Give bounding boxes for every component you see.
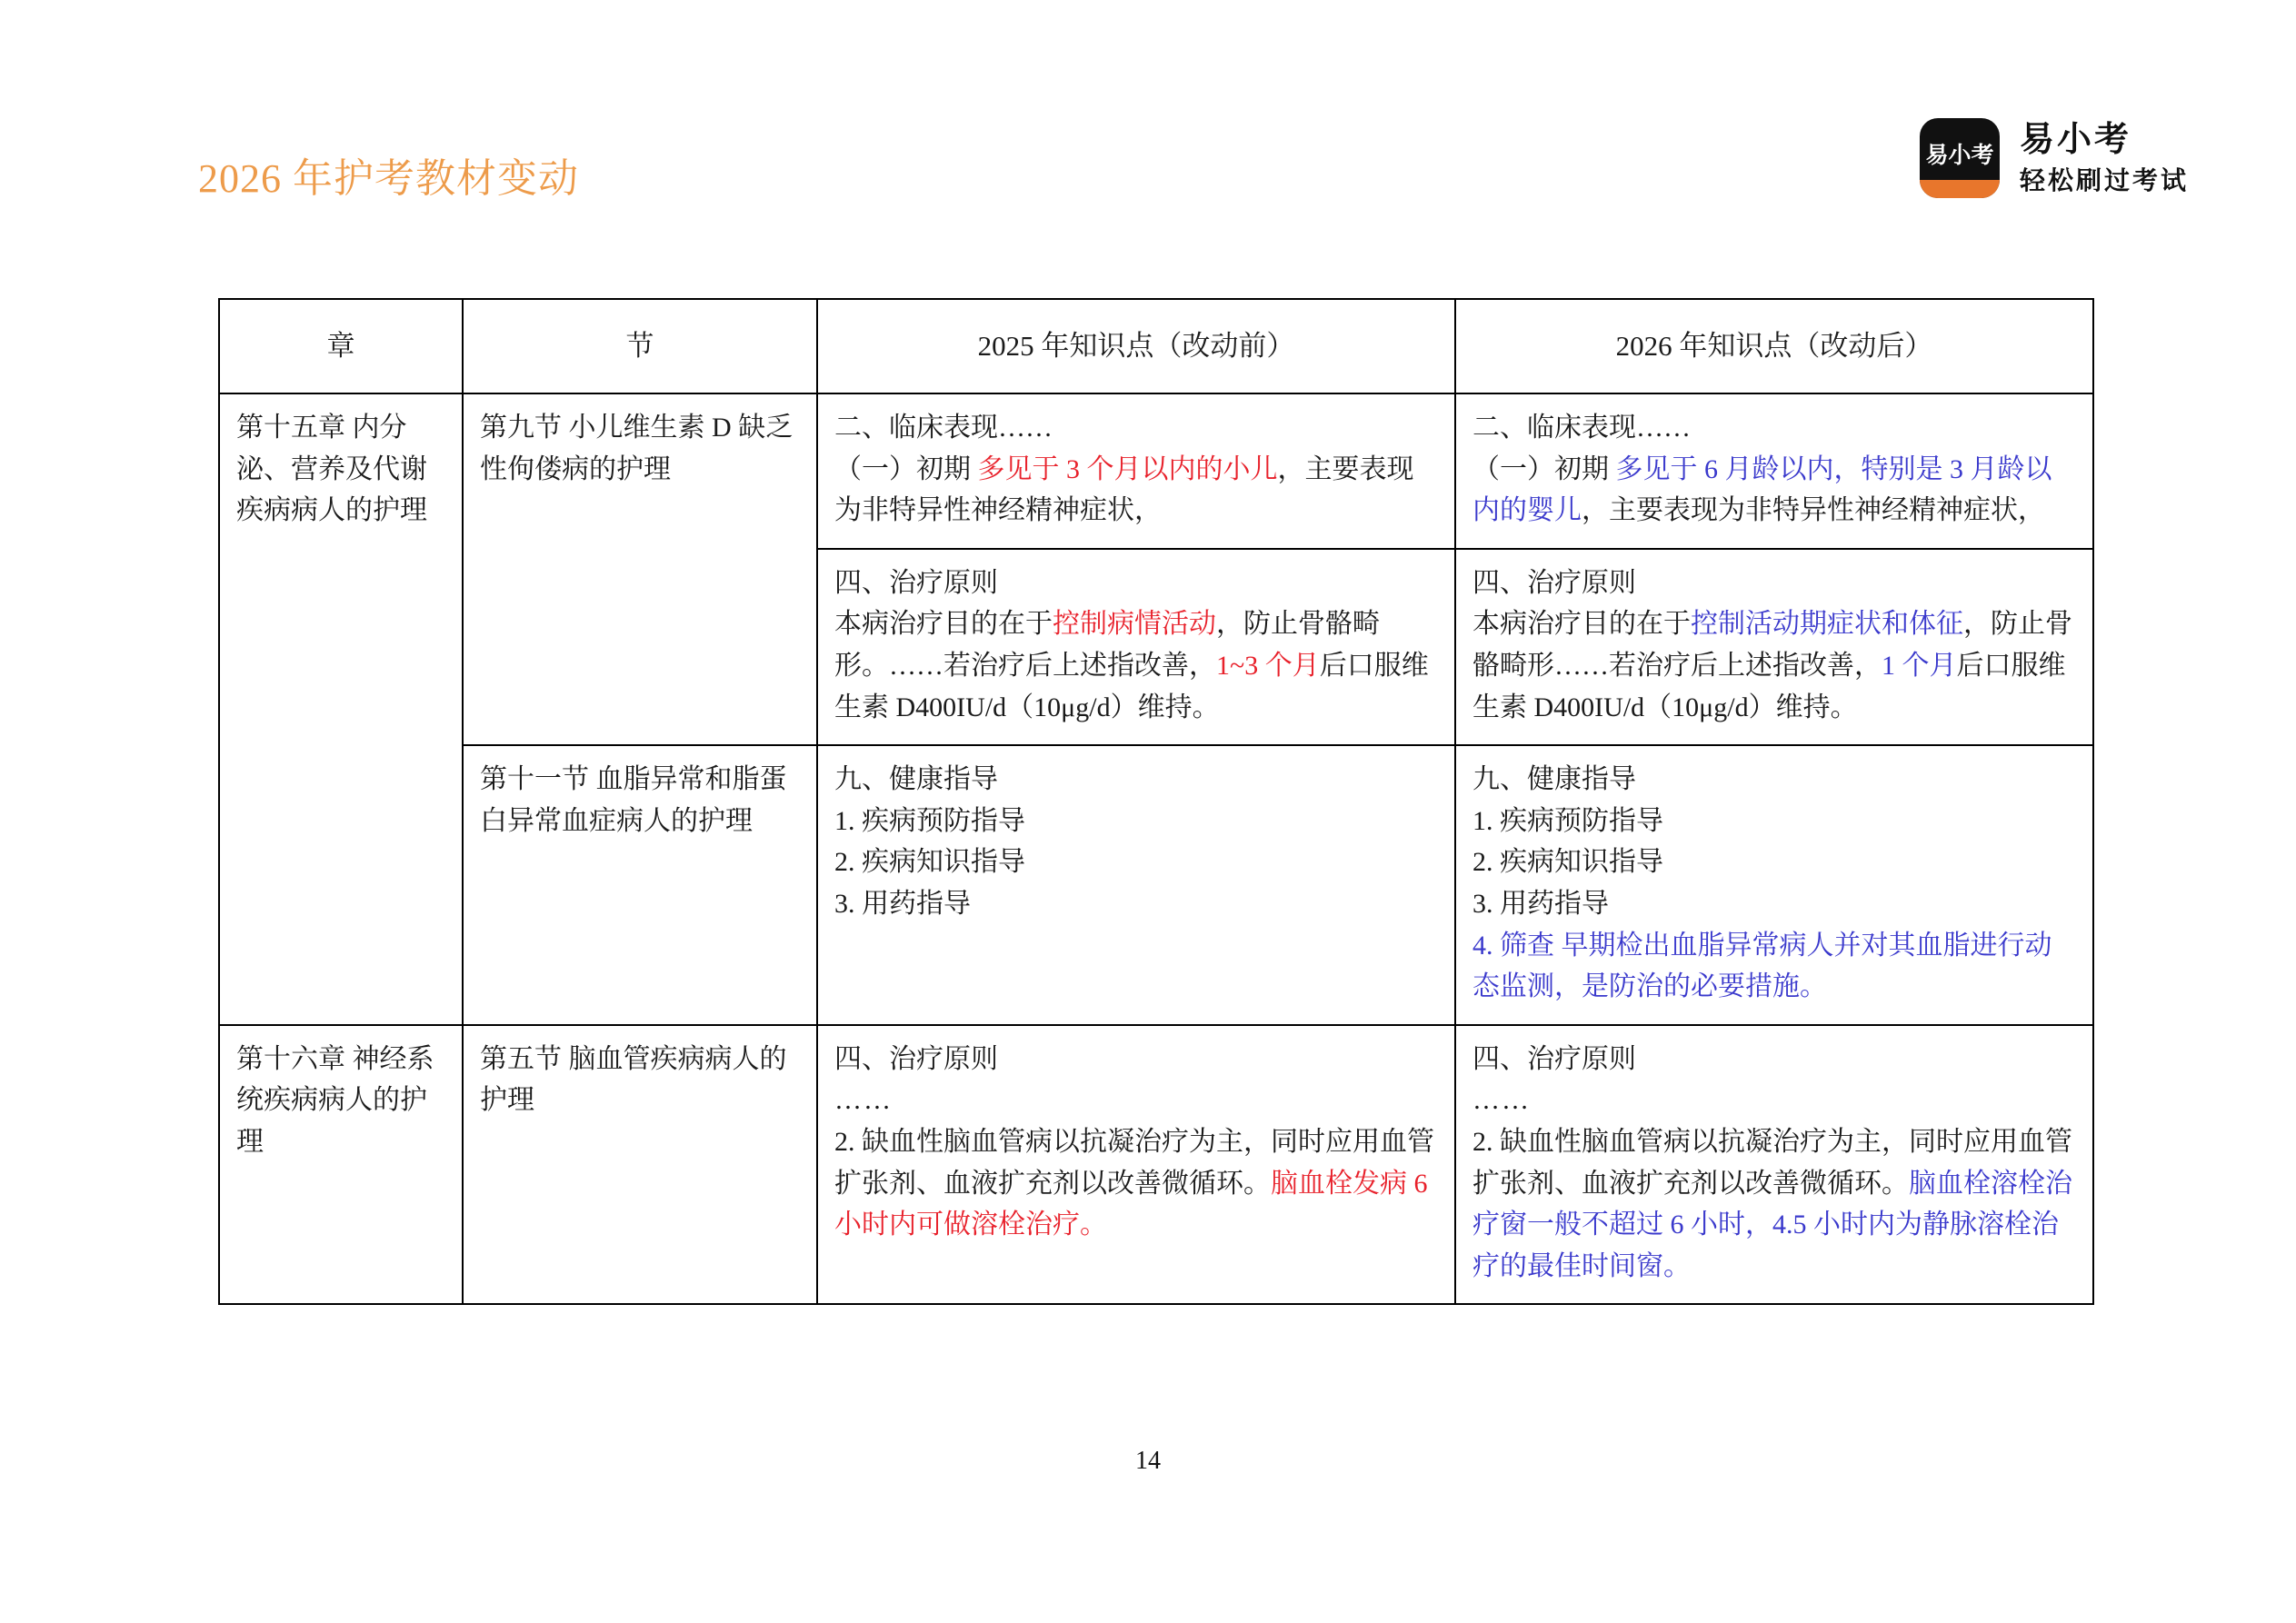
new-text-plain-b: ，主要表现为非特异性神经精神症状， xyxy=(1582,495,2045,526)
chapter-cell-15 xyxy=(219,393,463,1025)
old-heading-1: 二、临床表现…… xyxy=(834,413,1053,443)
old-seg-5: 后口服维生素 D400IU/d（10μg/d）维持。 xyxy=(834,650,1429,722)
table-row xyxy=(219,393,2093,549)
old-heading-2: 四、治疗原则 xyxy=(834,567,998,598)
table-row xyxy=(219,745,2093,1025)
new-list-item: 1. 疾病预防指导 xyxy=(1472,805,1663,836)
column-header-chapter: 章 xyxy=(219,299,463,393)
old-body-1 xyxy=(834,449,1438,532)
old-seg-3: ，防止骨骼畸形。……若治疗后上述指改善， xyxy=(834,609,1380,681)
table-header-row xyxy=(219,299,2093,393)
page-number: 14 xyxy=(1135,1447,1161,1475)
column-header-section: 节 xyxy=(463,299,817,393)
old-content-cell-3 xyxy=(817,745,1455,1025)
old-text-removed: 多见于 3 个月以内的小儿 xyxy=(977,453,1278,484)
old-seg-removed-2: 1~3 个月 xyxy=(1216,650,1320,681)
new-content-cell-2 xyxy=(1455,549,2093,745)
old-ellipsis-4: …… xyxy=(834,1085,893,1116)
new-seg-4a: 2. 缺血性脑血管病以抗凝治疗为主，同时应用血管扩张剂、血液扩充剂以改善微循环。 xyxy=(1472,1126,2072,1199)
changes-table-container xyxy=(218,298,2092,1305)
brand-mark-icon xyxy=(1920,118,2000,198)
new-text-added: 多见于 6 月龄以内，特别是 3 月龄以内的婴儿 xyxy=(1472,453,2052,526)
old-text-plain-a: （一）初期 xyxy=(834,453,978,484)
section-label-5: 第五节 脑血管疾病病人的护理 xyxy=(480,1043,787,1116)
column-header-new: 2026 年知识点（改动后） xyxy=(1455,299,2093,393)
old-seg-1: 本病治疗目的在于 xyxy=(834,609,1053,640)
page-title: 2026 年护考教材变动 xyxy=(198,156,579,201)
section-cell-9 xyxy=(463,393,817,745)
old-list-item: 2. 疾病知识指导 xyxy=(834,847,1025,878)
chapter-label-15: 第十五章 内分泌、营养及代谢疾病病人的护理 xyxy=(236,413,427,526)
old-content-cell-2 xyxy=(817,549,1455,745)
new-list-item: 3. 用药指导 xyxy=(1472,888,1609,919)
old-heading-3: 九、健康指导 xyxy=(834,764,998,795)
new-seg-added-1: 控制活动期症状和体征 xyxy=(1691,609,1963,640)
old-body-2 xyxy=(834,603,1438,728)
new-heading-1: 二、临床表现…… xyxy=(1472,413,1691,443)
brand-text-block xyxy=(2020,121,2189,195)
brand-slogan: 轻松刷过考试 xyxy=(2019,165,2189,194)
column-header-old: 2025 年知识点（改动前） xyxy=(817,299,1455,393)
old-list-item: 3. 用药指导 xyxy=(834,888,971,919)
brand-mark-stripe xyxy=(1920,180,2000,198)
new-list-item-added: 4. 筛查 早期检出血脂异常病人并对其血脂进行动态监测，是防治的必要措施。 xyxy=(1472,930,2052,1002)
new-heading-4: 四、治疗原则 xyxy=(1472,1043,1636,1074)
new-body-2 xyxy=(1472,603,2076,728)
brand-logo xyxy=(1920,118,2189,198)
new-list-item: 2. 疾病知识指导 xyxy=(1472,847,1663,878)
old-heading-4: 四、治疗原则 xyxy=(834,1043,998,1074)
new-body-4 xyxy=(1472,1121,2076,1287)
old-body-4 xyxy=(834,1121,1438,1246)
changes-table xyxy=(218,298,2094,1305)
old-seg-4a: 2. 缺血性脑血管病以抗凝治疗为主，同时应用血管扩张剂、血液扩充剂以改善微循环。 xyxy=(834,1126,1434,1199)
new-seg-added-2: 1 个月 xyxy=(1882,650,1957,681)
brand-name: 易小考 xyxy=(2019,121,2131,160)
new-heading-2: 四、治疗原则 xyxy=(1472,567,1636,598)
old-content-cell-1 xyxy=(817,393,1455,549)
section-cell-5 xyxy=(463,1025,817,1305)
old-seg-removed-4: 脑血栓发病 6 小时内可做溶栓治疗。 xyxy=(834,1168,1428,1240)
new-content-cell-3 xyxy=(1455,745,2093,1025)
new-seg-1: 本病治疗目的在于 xyxy=(1472,609,1691,640)
table-row xyxy=(219,1025,2093,1305)
new-content-cell-1 xyxy=(1455,393,2093,549)
old-list-item: 1. 疾病预防指导 xyxy=(834,805,1025,836)
new-seg-added-4: 脑血栓溶栓治疗窗一般不超过 6 小时，4.5 小时内为静脉溶栓治疗的最佳时间窗。 xyxy=(1472,1168,2072,1281)
new-ellipsis-4: …… xyxy=(1472,1085,1531,1116)
chapter-label-16: 第十六章 神经系统疾病病人的护理 xyxy=(236,1043,434,1157)
page-header xyxy=(0,121,2296,254)
new-body-1 xyxy=(1472,449,2076,532)
new-seg-5: 后口服维生素 D400IU/d（10μg/d）维持。 xyxy=(1472,650,2066,722)
new-content-cell-4 xyxy=(1455,1025,2093,1305)
brand-mark-label: 易小考 xyxy=(1925,143,1994,168)
section-label-11: 第十一节 血脂异常和脂蛋白异常血症病人的护理 xyxy=(480,764,787,836)
old-text-plain-b: ，主要表现为非特异性神经精神症状， xyxy=(834,453,1414,526)
old-seg-removed-1: 控制病情活动 xyxy=(1053,609,1216,640)
section-cell-11 xyxy=(463,745,817,1025)
old-content-cell-4 xyxy=(817,1025,1455,1305)
new-seg-3: ，防止骨骼畸形……若治疗后上述指改善， xyxy=(1472,609,2072,681)
new-text-plain-a: （一）初期 xyxy=(1472,453,1616,484)
section-label-9: 第九节 小儿维生素 D 缺乏性佝偻病的护理 xyxy=(480,413,794,484)
chapter-cell-16 xyxy=(219,1025,463,1305)
new-heading-3: 九、健康指导 xyxy=(1472,764,1636,795)
